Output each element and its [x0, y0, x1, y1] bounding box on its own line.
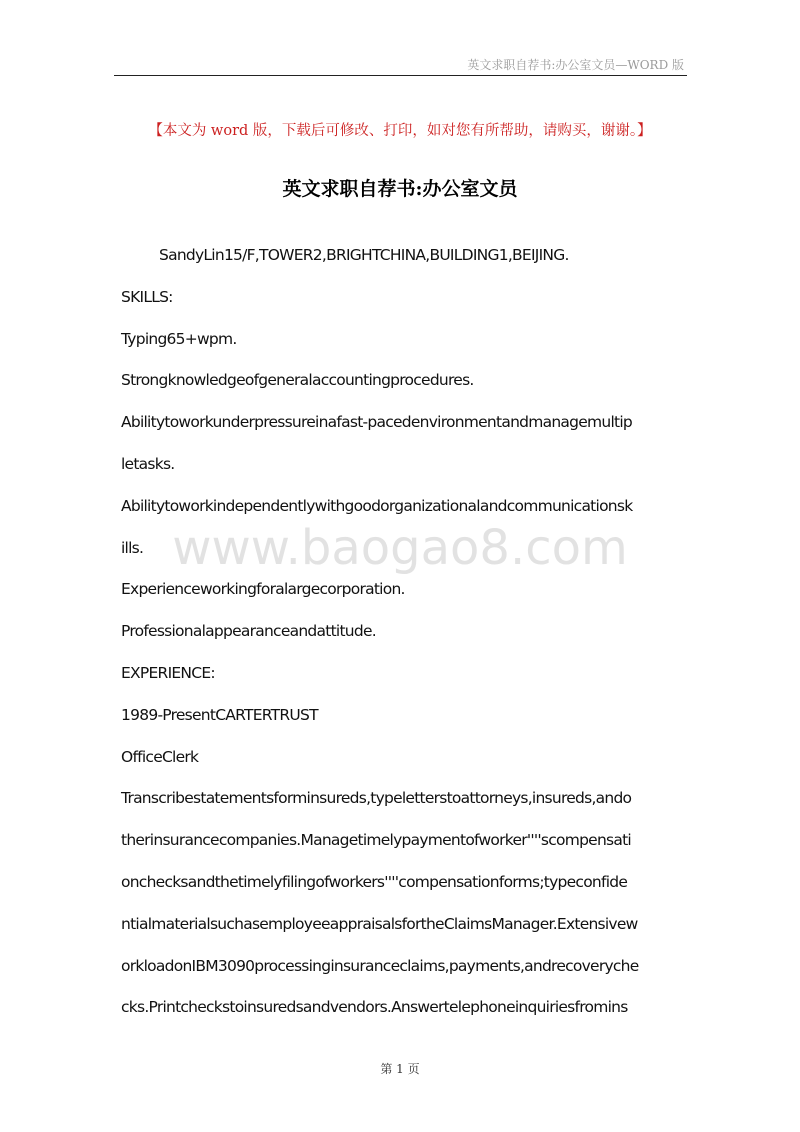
- watermark: www.baogao8.com: [172, 520, 628, 576]
- document-body: [121, 235, 681, 1029]
- body-line: Transcribestatementsforminsureds,typeletterstoattorneys,insureds,ando: [121, 789, 632, 808]
- body-line: Abilitytoworkindependentlywithgoodorganizationalandcommunicationsk: [121, 496, 633, 515]
- body-line: EXPERIENCE:: [121, 663, 215, 682]
- body-line: ills.: [121, 538, 144, 557]
- body-line: Professionalappearanceandattitude.: [121, 622, 376, 641]
- body-line: 1989-PresentCARTERTRUST: [121, 705, 318, 724]
- body-line: onchecksandthetimelyfilingofworkers''''compensationforms;typeconfide: [121, 872, 628, 891]
- header-rule: [114, 75, 687, 76]
- body-line: ntialmaterialsuchasemployeeappraisalsfortheClaimsManager.Extensivew: [121, 914, 638, 933]
- body-line: letasks.: [121, 454, 175, 473]
- running-header-title: 英文求职自荐书:办公室文员—WORD 版: [467, 58, 684, 72]
- body-line: orkloadonIBM3090processinginsuranceclaims,payments,andrecoveryche: [121, 956, 639, 975]
- body-line: Experienceworkingforalargecorporation.: [121, 580, 405, 599]
- body-line: OfficeClerk: [121, 747, 199, 766]
- body-line: cks.Printcheckstoinsuredsandvendors.Answertelephoneinquiriesfromins: [121, 998, 628, 1017]
- purchase-notice: 【本文为 word 版，下载后可修改、打印，如对您有所帮助，请购买，谢谢。】: [148, 123, 652, 139]
- body-line: Abilitytoworkunderpressureinafast-pacedenvironmentandmanagemultip: [121, 413, 632, 432]
- body-line: Strongknowledgeofgeneralaccountingprocedures.: [121, 371, 474, 390]
- page-number: 第 1 页: [380, 1062, 420, 1076]
- document-title: 英文求职自荐书:办公室文员: [282, 178, 518, 200]
- body-line: SandyLin15/F,TOWER2,BRIGHTCHINA,BUILDING1,BEIJING.: [159, 246, 569, 264]
- body-line: therinsurancecompanies.Managetimelypaymentofworker''''scompensati: [121, 831, 631, 850]
- body-line: SKILLS:: [121, 287, 173, 306]
- body-line: Typing65+wpm.: [121, 329, 237, 348]
